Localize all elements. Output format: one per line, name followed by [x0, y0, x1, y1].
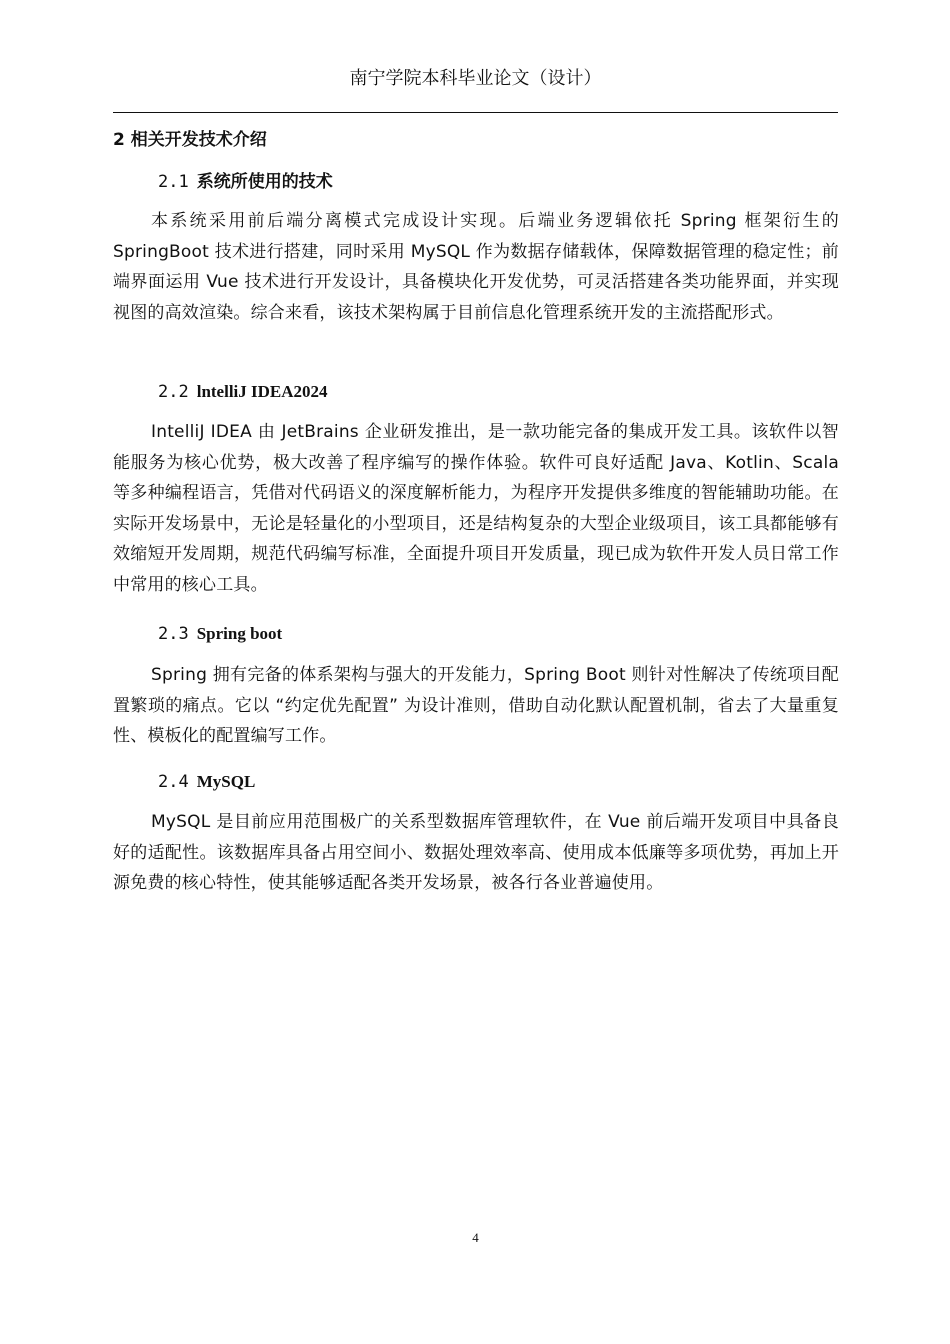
section-number: 2.3	[158, 624, 189, 644]
page-header-title: 南宁学院本科毕业论文（设计）	[349, 68, 602, 89]
section-paragraph-2-1: 本系统采用前后端分离模式完成设计实现。后端业务逻辑依托 Spring 框架衍生的 SpringBoot 技术进行搭建，同时采用 MySQL 作为数据存储载体，保障数据管理的稳定性；前端界面运用 Vue 技术进行开发设计，具备模块化开发优势，可灵活搭建各类功能界面，并实现视图的高效渲染。综合来看，该技术架构属于目前信息化管理系统开发的主流搭配形式。	[113, 211, 839, 323]
section-heading-2-4	[158, 770, 255, 794]
section-title-text: 系统所使用的技术	[196, 172, 333, 192]
section-paragraph-2-4: MySQL 是目前应用范围极广的关系型数据库管理软件，在 Vue 前后端开发项目中具备良好的适配性。该数据库具备占用空间小、数据处理效率高、使用成本低廉等多项优势，再加上开源免费的核心特性，使其能够适配各类开发场景，被各行各业普遍使用。	[113, 812, 839, 893]
page-number: 4	[472, 1230, 479, 1245]
chapter-heading: 2 相关开发技术介绍	[113, 130, 267, 150]
section-heading-2-1	[158, 170, 333, 194]
section-number: 2.2	[158, 382, 189, 402]
section-paragraph-2-2: IntelliJ IDEA 由 JetBrains 企业研发推出，是一款功能完备的集成开发工具。该软件以智能服务为核心优势，极大改善了程序编写的操作体验。软件可良好适配 Java、Kotlin、Scala 等多种编程语言，凭借对代码语义的深度解析能力，为程序开发提供多维度的智能辅助功能。在实际开发场景中，无论是轻量化的小型项目，还是结构复杂的大型企业级项目，该工具都能够有效缩短开发周期，规范代码编写标准，全面提升项目开发质量，现已成为软件开发人员日常工作中常用的核心工具。	[113, 422, 839, 595]
section-heading-2-3	[158, 622, 282, 646]
section-paragraph-2-3: Spring 拥有完备的体系架构与强大的开发能力，Spring Boot 则针对性解决了传统项目配置繁琐的痛点。它以 “约定优先配置” 为设计准则，借助自动化默认配置机制，省去了大量重复性、模板化的配置编写工作。	[113, 665, 839, 746]
section-number: 2.4	[158, 772, 189, 792]
section-title-text: MySQL	[196, 772, 256, 791]
section-title-text: lntelliJ IDEA2024	[196, 382, 328, 401]
section-number: 2.1	[158, 172, 189, 192]
section-title-text: Spring boot	[196, 624, 283, 643]
header-divider	[113, 112, 838, 113]
section-heading-2-2	[158, 380, 328, 404]
